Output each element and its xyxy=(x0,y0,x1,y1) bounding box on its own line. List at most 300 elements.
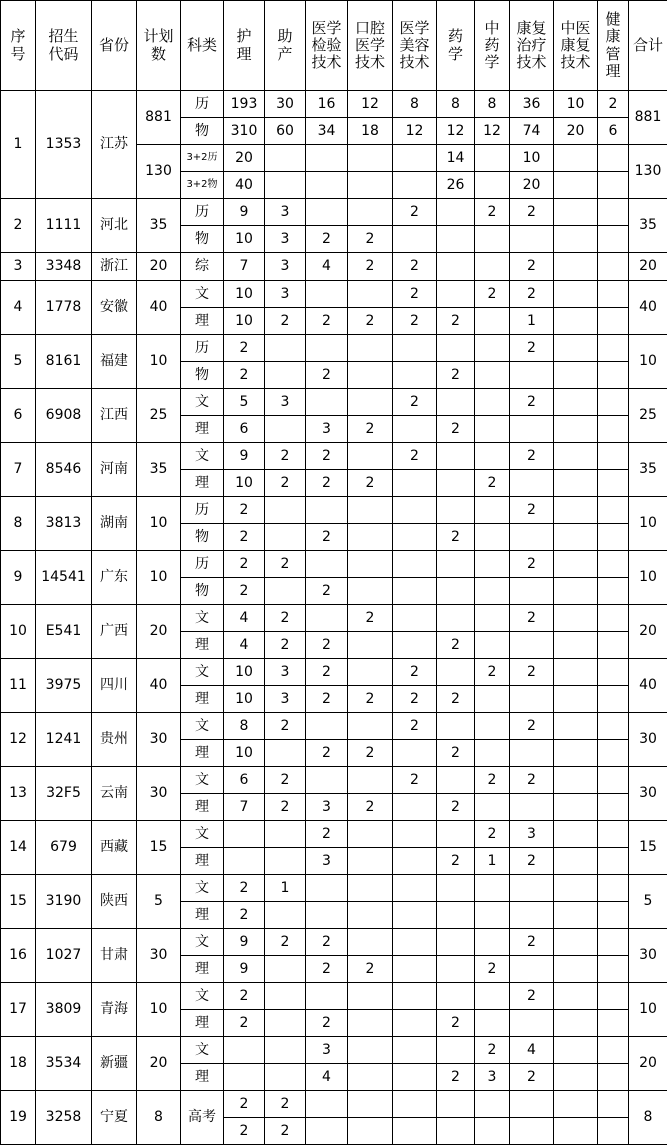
category-cell: 文 xyxy=(181,389,224,416)
value-cell: 2 xyxy=(348,253,393,281)
total-cell: 20 xyxy=(629,1037,667,1091)
table-row xyxy=(1,551,667,578)
value-cell xyxy=(306,199,348,226)
value-cell xyxy=(475,524,510,551)
value-cell xyxy=(393,1037,437,1064)
value-cell: 2 xyxy=(510,443,554,470)
value-cell xyxy=(475,1091,510,1118)
value-cell xyxy=(554,1091,598,1118)
seq-cell: 1 xyxy=(1,91,36,199)
value-cell xyxy=(475,740,510,767)
value-cell xyxy=(554,470,598,497)
value-cell: 2 xyxy=(348,794,393,821)
header-cell: 健 康 管 理 xyxy=(598,1,629,91)
value-cell xyxy=(510,794,554,821)
code-cell: 1353 xyxy=(36,91,92,199)
value-cell xyxy=(224,1064,265,1091)
value-cell: 7 xyxy=(224,253,265,281)
value-cell: 3 xyxy=(306,848,348,875)
value-cell: 2 xyxy=(598,91,629,118)
value-cell: 2 xyxy=(510,199,554,226)
value-cell xyxy=(306,335,348,362)
province-cell: 广西 xyxy=(92,605,137,659)
value-cell: 2 xyxy=(306,443,348,470)
value-cell xyxy=(393,497,437,524)
value-cell xyxy=(475,443,510,470)
value-cell xyxy=(348,821,393,848)
plan-cell: 8 xyxy=(137,1091,181,1145)
table-header xyxy=(1,1,667,91)
table-row xyxy=(1,659,667,686)
value-cell: 2 xyxy=(393,308,437,335)
value-cell: 2 xyxy=(510,983,554,1010)
value-cell xyxy=(393,794,437,821)
header-cell: 口腔 医学 技术 xyxy=(348,1,393,91)
header-row xyxy=(1,1,667,91)
value-cell: 2 xyxy=(393,253,437,281)
value-cell xyxy=(265,1064,306,1091)
value-cell: 2 xyxy=(348,470,393,497)
seq-cell: 13 xyxy=(1,767,36,821)
value-cell xyxy=(306,1118,348,1145)
value-cell xyxy=(437,578,475,605)
value-cell xyxy=(393,145,437,172)
value-cell xyxy=(598,172,629,199)
value-cell xyxy=(598,335,629,362)
value-cell: 2 xyxy=(306,470,348,497)
value-cell: 3 xyxy=(265,253,306,281)
value-cell: 2 xyxy=(437,1064,475,1091)
value-cell: 2 xyxy=(510,497,554,524)
value-cell: 2 xyxy=(306,226,348,253)
value-cell: 10 xyxy=(554,91,598,118)
seq-cell: 6 xyxy=(1,389,36,443)
value-cell: 2 xyxy=(265,767,306,794)
value-cell xyxy=(393,848,437,875)
code-cell: 3258 xyxy=(36,1091,92,1145)
value-cell xyxy=(437,767,475,794)
value-cell xyxy=(265,497,306,524)
value-cell xyxy=(554,929,598,956)
value-cell xyxy=(598,794,629,821)
code-cell: 3348 xyxy=(36,253,92,281)
value-cell: 2 xyxy=(224,362,265,389)
value-cell xyxy=(393,172,437,199)
value-cell: 2 xyxy=(475,659,510,686)
value-cell xyxy=(306,983,348,1010)
seq-cell: 14 xyxy=(1,821,36,875)
value-cell: 9 xyxy=(224,199,265,226)
value-cell: 2 xyxy=(510,605,554,632)
category-cell: 文 xyxy=(181,983,224,1010)
header-cell: 招生 代码 xyxy=(36,1,92,91)
value-cell xyxy=(393,929,437,956)
value-cell: 2 xyxy=(265,308,306,335)
table-row xyxy=(1,335,667,362)
value-cell xyxy=(306,389,348,416)
category-cell: 文 xyxy=(181,713,224,740)
category-cell: 3+2物 xyxy=(181,172,224,199)
category-cell: 理 xyxy=(181,470,224,497)
header-cell: 医学 检验 技术 xyxy=(306,1,348,91)
value-cell: 2 xyxy=(306,578,348,605)
category-cell: 文 xyxy=(181,605,224,632)
category-cell: 文 xyxy=(181,821,224,848)
value-cell xyxy=(437,443,475,470)
value-cell xyxy=(475,389,510,416)
total-cell: 30 xyxy=(629,713,667,767)
value-cell xyxy=(510,740,554,767)
header-cell: 合计 xyxy=(629,1,667,91)
plan-cell: 25 xyxy=(137,389,181,443)
seq-cell: 11 xyxy=(1,659,36,713)
value-cell: 2 xyxy=(393,767,437,794)
value-cell xyxy=(554,416,598,443)
value-cell xyxy=(437,713,475,740)
value-cell xyxy=(554,605,598,632)
value-cell: 1 xyxy=(510,308,554,335)
province-cell: 江西 xyxy=(92,389,137,443)
plan-cell: 10 xyxy=(137,335,181,389)
plan-cell: 35 xyxy=(137,199,181,253)
value-cell xyxy=(598,308,629,335)
total-cell: 30 xyxy=(629,767,667,821)
province-cell: 甘肃 xyxy=(92,929,137,983)
category-cell: 历 xyxy=(181,91,224,118)
header-cell: 医学 美容 技术 xyxy=(393,1,437,91)
value-cell xyxy=(554,253,598,281)
value-cell xyxy=(393,902,437,929)
value-cell xyxy=(393,362,437,389)
value-cell: 2 xyxy=(437,1010,475,1037)
value-cell: 2 xyxy=(510,551,554,578)
category-cell: 物 xyxy=(181,226,224,253)
seq-cell: 4 xyxy=(1,281,36,335)
value-cell xyxy=(510,578,554,605)
value-cell: 2 xyxy=(224,1091,265,1118)
value-cell xyxy=(475,253,510,281)
value-cell xyxy=(554,632,598,659)
value-cell: 2 xyxy=(393,659,437,686)
value-cell: 3 xyxy=(265,226,306,253)
category-cell: 理 xyxy=(181,416,224,443)
table-row xyxy=(1,91,667,118)
value-cell: 3 xyxy=(265,389,306,416)
header-cell: 序 号 xyxy=(1,1,36,91)
value-cell xyxy=(554,551,598,578)
value-cell xyxy=(265,848,306,875)
value-cell: 10 xyxy=(224,308,265,335)
value-cell xyxy=(348,497,393,524)
value-cell xyxy=(475,929,510,956)
province-cell: 青海 xyxy=(92,983,137,1037)
value-cell: 20 xyxy=(510,172,554,199)
value-cell xyxy=(510,956,554,983)
value-cell xyxy=(475,551,510,578)
value-cell: 10 xyxy=(224,281,265,308)
category-cell: 历 xyxy=(181,335,224,362)
value-cell: 2 xyxy=(437,308,475,335)
value-cell: 3 xyxy=(510,821,554,848)
value-cell xyxy=(598,902,629,929)
value-cell: 2 xyxy=(306,956,348,983)
value-cell: 40 xyxy=(224,172,265,199)
value-cell xyxy=(598,551,629,578)
value-cell xyxy=(393,578,437,605)
value-cell: 2 xyxy=(437,794,475,821)
value-cell xyxy=(437,335,475,362)
value-cell xyxy=(554,578,598,605)
total-cell: 10 xyxy=(629,551,667,605)
table-row xyxy=(1,875,667,902)
value-cell: 2 xyxy=(510,929,554,956)
value-cell xyxy=(598,767,629,794)
value-cell: 36 xyxy=(510,91,554,118)
value-cell: 2 xyxy=(510,1064,554,1091)
value-cell xyxy=(510,226,554,253)
value-cell xyxy=(475,983,510,1010)
value-cell: 2 xyxy=(510,335,554,362)
value-cell xyxy=(475,605,510,632)
category-cell: 理 xyxy=(181,686,224,713)
value-cell: 2 xyxy=(437,740,475,767)
value-cell xyxy=(598,713,629,740)
value-cell: 2 xyxy=(224,983,265,1010)
value-cell xyxy=(265,1037,306,1064)
value-cell xyxy=(598,821,629,848)
value-cell: 2 xyxy=(265,794,306,821)
category-cell: 物 xyxy=(181,578,224,605)
value-cell xyxy=(554,686,598,713)
value-cell xyxy=(510,524,554,551)
category-cell: 高考 xyxy=(181,1091,224,1145)
value-cell: 2 xyxy=(393,443,437,470)
value-cell: 8 xyxy=(393,91,437,118)
value-cell: 2 xyxy=(224,551,265,578)
code-cell: 32F5 xyxy=(36,767,92,821)
value-cell xyxy=(598,740,629,767)
seq-cell: 17 xyxy=(1,983,36,1037)
value-cell xyxy=(393,335,437,362)
value-cell xyxy=(437,281,475,308)
value-cell: 9 xyxy=(224,929,265,956)
value-cell xyxy=(475,632,510,659)
value-cell: 2 xyxy=(475,281,510,308)
category-cell: 文 xyxy=(181,875,224,902)
province-cell: 宁夏 xyxy=(92,1091,137,1145)
value-cell: 30 xyxy=(265,91,306,118)
value-cell xyxy=(510,875,554,902)
value-cell: 3 xyxy=(475,1064,510,1091)
value-cell xyxy=(437,1037,475,1064)
value-cell xyxy=(554,1118,598,1145)
value-cell: 2 xyxy=(437,524,475,551)
category-cell: 文 xyxy=(181,1037,224,1064)
value-cell xyxy=(265,956,306,983)
value-cell xyxy=(348,767,393,794)
value-cell xyxy=(306,551,348,578)
value-cell: 2 xyxy=(224,524,265,551)
value-cell xyxy=(348,875,393,902)
value-cell xyxy=(598,578,629,605)
value-cell: 2 xyxy=(393,281,437,308)
value-cell: 2 xyxy=(348,416,393,443)
value-cell: 2 xyxy=(510,281,554,308)
category-cell: 理 xyxy=(181,956,224,983)
value-cell xyxy=(348,1064,393,1091)
value-cell xyxy=(475,226,510,253)
category-cell: 历 xyxy=(181,551,224,578)
value-cell xyxy=(554,199,598,226)
value-cell xyxy=(554,902,598,929)
value-cell: 2 xyxy=(224,578,265,605)
value-cell xyxy=(437,983,475,1010)
value-cell xyxy=(554,389,598,416)
value-cell xyxy=(475,362,510,389)
value-cell: 2 xyxy=(437,362,475,389)
value-cell: 4 xyxy=(510,1037,554,1064)
value-cell: 193 xyxy=(224,91,265,118)
value-cell: 2 xyxy=(265,632,306,659)
value-cell: 2 xyxy=(348,956,393,983)
value-cell xyxy=(554,848,598,875)
value-cell: 2 xyxy=(306,821,348,848)
value-cell xyxy=(554,794,598,821)
value-cell: 2 xyxy=(475,956,510,983)
value-cell: 2 xyxy=(306,632,348,659)
value-cell: 2 xyxy=(348,740,393,767)
value-cell: 8 xyxy=(475,91,510,118)
value-cell xyxy=(348,1010,393,1037)
value-cell xyxy=(348,1118,393,1145)
value-cell xyxy=(348,281,393,308)
total-cell: 35 xyxy=(629,443,667,497)
value-cell xyxy=(348,172,393,199)
value-cell xyxy=(348,902,393,929)
value-cell xyxy=(475,713,510,740)
plan-cell: 30 xyxy=(137,767,181,821)
value-cell: 5 xyxy=(224,389,265,416)
value-cell xyxy=(554,335,598,362)
seq-cell: 12 xyxy=(1,713,36,767)
value-cell: 10 xyxy=(510,145,554,172)
table-row xyxy=(1,253,667,281)
value-cell: 18 xyxy=(348,118,393,145)
value-cell xyxy=(554,443,598,470)
code-cell: 3809 xyxy=(36,983,92,1037)
value-cell xyxy=(475,335,510,362)
value-cell: 2 xyxy=(265,929,306,956)
value-cell xyxy=(598,1064,629,1091)
code-cell: 14541 xyxy=(36,551,92,605)
value-cell xyxy=(598,632,629,659)
code-cell: 8161 xyxy=(36,335,92,389)
value-cell xyxy=(554,281,598,308)
value-cell: 10 xyxy=(224,686,265,713)
value-cell: 2 xyxy=(224,1118,265,1145)
province-cell: 云南 xyxy=(92,767,137,821)
value-cell: 2 xyxy=(348,226,393,253)
value-cell xyxy=(554,1010,598,1037)
value-cell xyxy=(554,821,598,848)
value-cell xyxy=(265,145,306,172)
value-cell xyxy=(437,605,475,632)
value-cell xyxy=(475,794,510,821)
value-cell xyxy=(393,632,437,659)
value-cell xyxy=(437,659,475,686)
total-cell: 130 xyxy=(629,145,667,199)
value-cell: 2 xyxy=(306,740,348,767)
value-cell xyxy=(598,659,629,686)
value-cell xyxy=(510,1118,554,1145)
value-cell xyxy=(437,389,475,416)
total-cell: 40 xyxy=(629,659,667,713)
value-cell xyxy=(348,1037,393,1064)
header-cell: 护 理 xyxy=(224,1,265,91)
value-cell: 2 xyxy=(265,1118,306,1145)
code-cell: 8546 xyxy=(36,443,92,497)
value-cell: 10 xyxy=(224,659,265,686)
value-cell xyxy=(306,172,348,199)
value-cell: 2 xyxy=(224,1010,265,1037)
plan-cell: 10 xyxy=(137,983,181,1037)
value-cell xyxy=(393,470,437,497)
value-cell xyxy=(437,875,475,902)
value-cell xyxy=(437,821,475,848)
value-cell: 2 xyxy=(306,362,348,389)
value-cell xyxy=(475,686,510,713)
total-cell: 10 xyxy=(629,983,667,1037)
total-cell: 15 xyxy=(629,821,667,875)
category-cell: 物 xyxy=(181,118,224,145)
seq-cell: 3 xyxy=(1,253,36,281)
seq-cell: 19 xyxy=(1,1091,36,1145)
value-cell xyxy=(598,416,629,443)
total-cell: 10 xyxy=(629,497,667,551)
code-cell: 1778 xyxy=(36,281,92,335)
value-cell: 2 xyxy=(510,767,554,794)
province-cell: 新疆 xyxy=(92,1037,137,1091)
category-cell: 理 xyxy=(181,902,224,929)
value-cell xyxy=(265,983,306,1010)
value-cell xyxy=(265,821,306,848)
value-cell xyxy=(598,929,629,956)
value-cell xyxy=(598,362,629,389)
category-cell: 3+2历 xyxy=(181,145,224,172)
value-cell: 10 xyxy=(224,470,265,497)
value-cell xyxy=(475,497,510,524)
code-cell: E541 xyxy=(36,605,92,659)
table-row xyxy=(1,1037,667,1064)
value-cell xyxy=(598,1091,629,1118)
value-cell xyxy=(437,551,475,578)
category-cell: 物 xyxy=(181,362,224,389)
plan-cell: 20 xyxy=(137,1037,181,1091)
province-cell: 安徽 xyxy=(92,281,137,335)
value-cell xyxy=(348,929,393,956)
province-cell: 陕西 xyxy=(92,875,137,929)
province-cell: 湖南 xyxy=(92,497,137,551)
value-cell xyxy=(437,253,475,281)
value-cell: 3 xyxy=(306,416,348,443)
value-cell: 12 xyxy=(393,118,437,145)
table-row xyxy=(1,983,667,1010)
value-cell xyxy=(306,875,348,902)
plan-cell: 881 xyxy=(137,91,181,145)
value-cell: 6 xyxy=(224,767,265,794)
value-cell: 2 xyxy=(475,821,510,848)
value-cell xyxy=(306,145,348,172)
